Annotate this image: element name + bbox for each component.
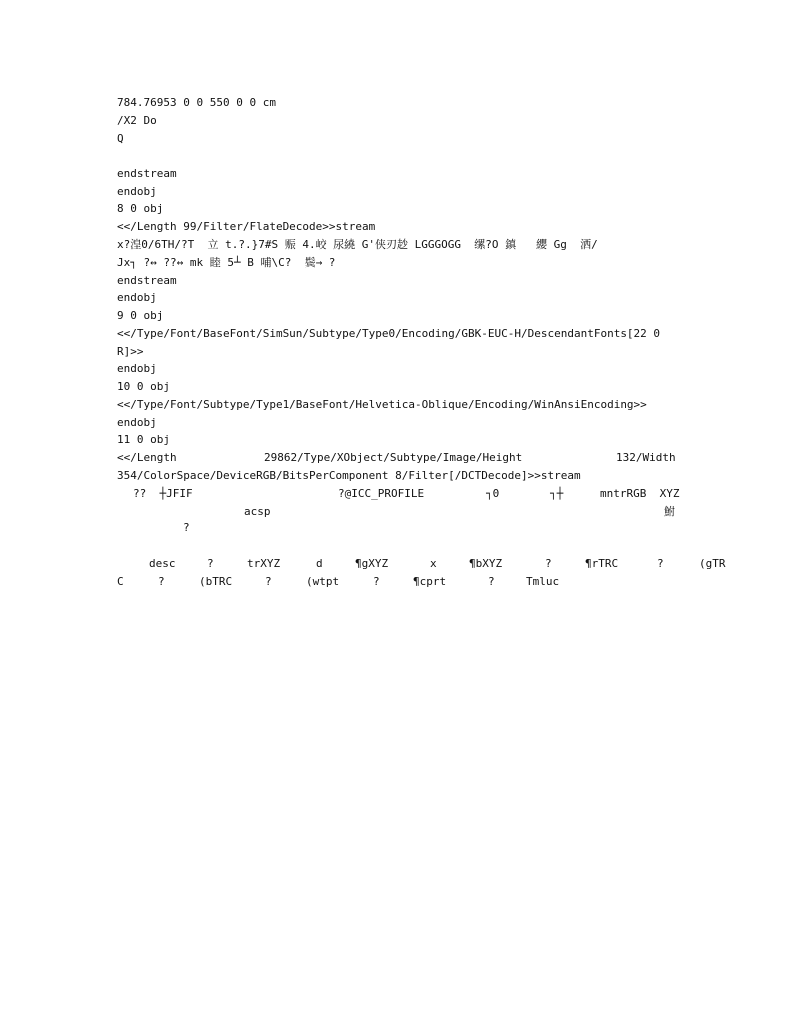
icc-tag: ? bbox=[265, 575, 272, 588]
text-line: 11 0 obj bbox=[117, 433, 170, 446]
text-line: <</Type/Font/Subtype/Type1/BaseFont/Helvetica-Oblique/Encoding/WinAnsiEncoding>> bbox=[117, 398, 647, 411]
text-line: 354/ColorSpace/DeviceRGB/BitsPerComponent 8/Filter[/DCTDecode]>>stream bbox=[117, 469, 581, 482]
binary-token: acsp bbox=[244, 505, 271, 518]
text-line: /X2 Do bbox=[117, 114, 157, 127]
icc-tag: ? bbox=[207, 557, 214, 570]
icc-tag: x bbox=[430, 557, 437, 570]
text-line: R]>> bbox=[117, 345, 144, 358]
text-line: 10 0 obj bbox=[117, 380, 170, 393]
icc-tag: Tmluc bbox=[526, 575, 560, 588]
binary-token: mntrRGB XYZ bbox=[600, 487, 680, 500]
text-line: endobj bbox=[117, 416, 157, 429]
icc-tag: ? bbox=[488, 575, 495, 588]
binary-token: ┐┼ bbox=[550, 487, 564, 500]
text-line: <</Type/Font/BaseFont/SimSun/Subtype/Type0/Encoding/GBK-EUC-H/DescendantFonts[22 0 bbox=[117, 327, 661, 340]
text-line: <</Length 99/Filter/FlateDecode>>stream bbox=[117, 220, 376, 233]
text-line: endobj bbox=[117, 185, 157, 198]
icc-tag: (wtpt bbox=[306, 575, 340, 588]
icc-tag: d bbox=[316, 557, 323, 570]
binary-token: ? bbox=[183, 521, 190, 534]
icc-tag: desc bbox=[149, 557, 176, 570]
binary-token: ┐0 bbox=[486, 487, 500, 500]
icc-tag: (gTR bbox=[699, 557, 726, 570]
icc-tag: ¶cprt bbox=[413, 575, 447, 588]
icc-tag: ¶gXYZ bbox=[355, 557, 389, 570]
text-line: x?湟0/6TH/?T 立 t.?.}7#S 赈 4.峧 尿繞 G'侠刃赻 LGGGOGG 缧?O 鎮 纓 Gg 洒/ bbox=[117, 238, 598, 251]
icc-tag: ¶rTRC bbox=[585, 557, 619, 570]
text-line: endstream bbox=[117, 274, 177, 287]
icc-tag: ? bbox=[158, 575, 165, 588]
icc-tag: C bbox=[117, 575, 124, 588]
text-line: 8 0 obj bbox=[117, 202, 164, 215]
icc-tag: trXYZ bbox=[247, 557, 281, 570]
icc-tag: ? bbox=[657, 557, 664, 570]
length-line-part: 132/Width bbox=[616, 451, 676, 464]
length-line-part: 29862/Type/XObject/Subtype/Image/Height bbox=[264, 451, 523, 464]
text-line: 784.76953 0 0 550 0 0 cm bbox=[117, 96, 276, 109]
text-line: endstream bbox=[117, 167, 177, 180]
text-line: endobj bbox=[117, 362, 157, 375]
text-line: endobj bbox=[117, 291, 157, 304]
icc-tag: (bTRC bbox=[199, 575, 233, 588]
text-line: Jx┐ ?↔ ??↔ mk 睦 5┴ B 哺\C? 鬓→ ? bbox=[117, 256, 336, 269]
text-line: 9 0 obj bbox=[117, 309, 164, 322]
icc-tag: ? bbox=[373, 575, 380, 588]
length-line-part: <</Length bbox=[117, 451, 177, 464]
binary-token: ?@ICC_PROFILE bbox=[338, 487, 425, 500]
binary-token: ?? ┼JFIF bbox=[133, 487, 193, 500]
icc-tag: ¶bXYZ bbox=[469, 557, 503, 570]
binary-token: 鮒 bbox=[664, 505, 675, 518]
text-line: Q bbox=[117, 132, 124, 145]
icc-tag: ? bbox=[545, 557, 552, 570]
